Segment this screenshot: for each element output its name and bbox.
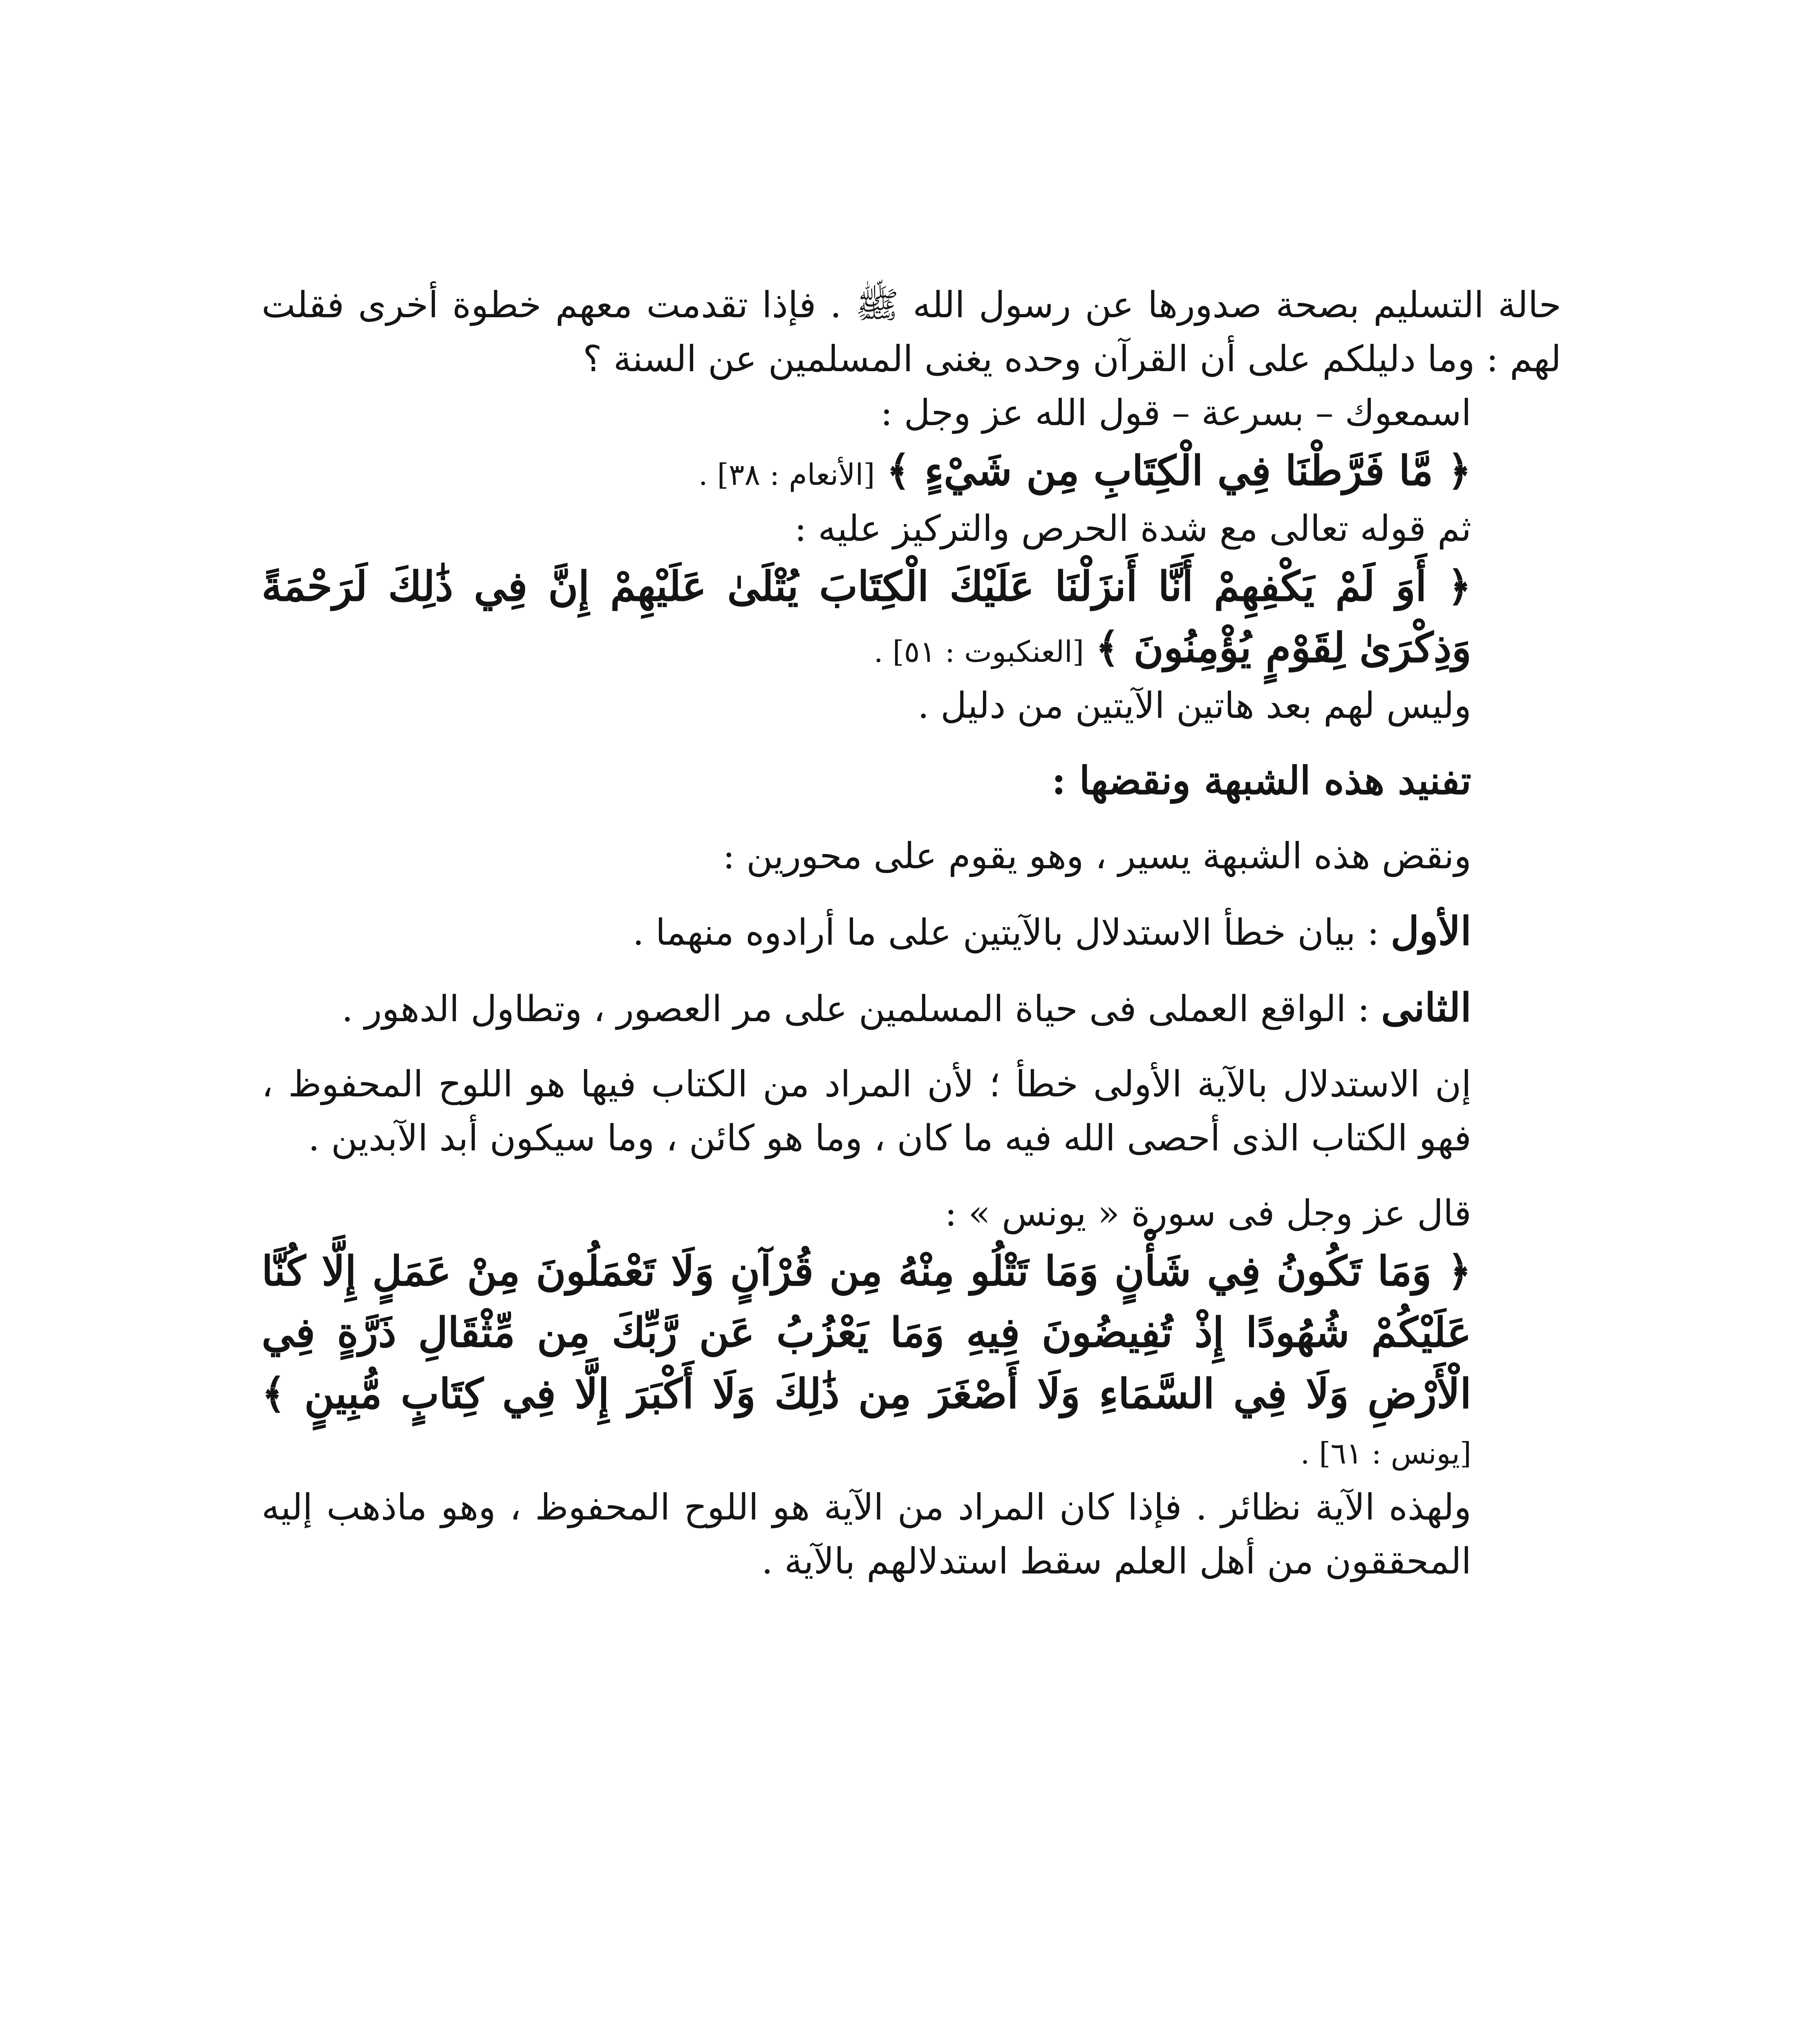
quranic-verse: ﴿ أَوَ لَمْ يَكْفِهِمْ أَنَّا أَنزَلْنَا عَلَيْكَ الْكِتَابَ يُتْلَىٰ عَلَيْهِمْ إِنَّ فِي ذَٰلِكَ لَرَحْمَةً وَذِكْرَىٰ لِقَوْمٍ يُؤْمِنُونَ ﴾ — [262, 562, 1471, 672]
verse-reference: [العنكبوت : ٥١] . — [873, 634, 1084, 669]
point-paragraph — [262, 981, 1561, 1036]
quranic-verse-block — [262, 440, 1561, 502]
quranic-verse-block — [262, 1240, 1561, 1480]
verse-reference: [الأنعام : ٣٨] . — [698, 457, 875, 492]
paragraph: ونقض هذه الشبهة يسير ، وهو يقوم على محورين : — [723, 835, 1471, 877]
point-lead: الثانى — [1381, 984, 1471, 1031]
paragraph: إن الاستدلال بالآية الأولى خطأ ؛ لأن المراد من الكتاب فيها هو اللوح المحفوظ ، فهو الكتاب الذى أحصى الله فيه ما كان ، وما هو كائن ، وما سيكون أبد الآبدين . — [262, 1063, 1471, 1159]
paragraph: وليس لهم بعد هاتين الآيتين من دليل . — [918, 684, 1471, 726]
quranic-verse: ﴿ وَمَا تَكُونُ فِي شَأْنٍ وَمَا تَتْلُو مِنْهُ مِن قُرْآنٍ وَلَا تَعْمَلُونَ مِنْ عَمَلٍ إِلَّا كُنَّا عَلَيْكُمْ شُهُودًا إِذْ تُفِيضُونَ فِيهِ وَمَا يَعْزُبُ عَن رَّبِّكَ مِن مِّثْقَالِ ذَرَّةٍ فِي الْأَرْضِ وَلَا فِي السَّمَاءِ وَلَا أَصْغَرَ مِن ذَٰلِكَ وَلَا أَكْبَرَ إِلَّا فِي كِتَابٍ مُّبِينٍ ﴾ — [262, 1247, 1471, 1418]
quranic-verse: ﴿ مَّا فَرَّطْنَا فِي الْكِتَابِ مِن شَيْءٍ ﴾ — [886, 446, 1471, 495]
paragraph: ولهذه الآية نظائر . فإذا كان المراد من الآية هو اللوح المحفوظ ، وهو ماذهب إليه المحققون من أهل العلم سقط استدلالهم بالآية . — [262, 1486, 1471, 1582]
point-text: : بيان خطأ الاستدلال بالآيتين على ما أرادوه منهما . — [632, 911, 1379, 953]
quranic-verse-block — [262, 556, 1561, 679]
paragraph: قال عز وجل فى سورة « يونس » : — [945, 1192, 1471, 1234]
point-text: : الواقع العملى فى حياة المسلمين على مر العصور ، وتطاول الدهور . — [341, 988, 1370, 1030]
paragraph: اسمعوك – بسرعة – قول الله عز وجل : — [880, 392, 1471, 434]
paragraph: ثم قوله تعالى مع شدة الحرص والتركيز عليه : — [794, 507, 1471, 549]
body-text — [262, 278, 1561, 1588]
paragraph-continuation: حالة التسليم بصحة صدورها عن رسول الله ﷺ . فإذا تقدمت معهم خطوة أخرى فقلت لهم : وما دليلكم على أن القرآن وحده يغنى المسلمين عن السنة ؟ — [262, 284, 1561, 380]
point-lead: الأول — [1390, 908, 1471, 954]
section-heading: تفنيد هذه الشبهة ونقضها : — [1052, 758, 1471, 803]
verse-reference: [يونس : ٦١] . — [1300, 1436, 1471, 1470]
point-paragraph — [262, 904, 1561, 959]
